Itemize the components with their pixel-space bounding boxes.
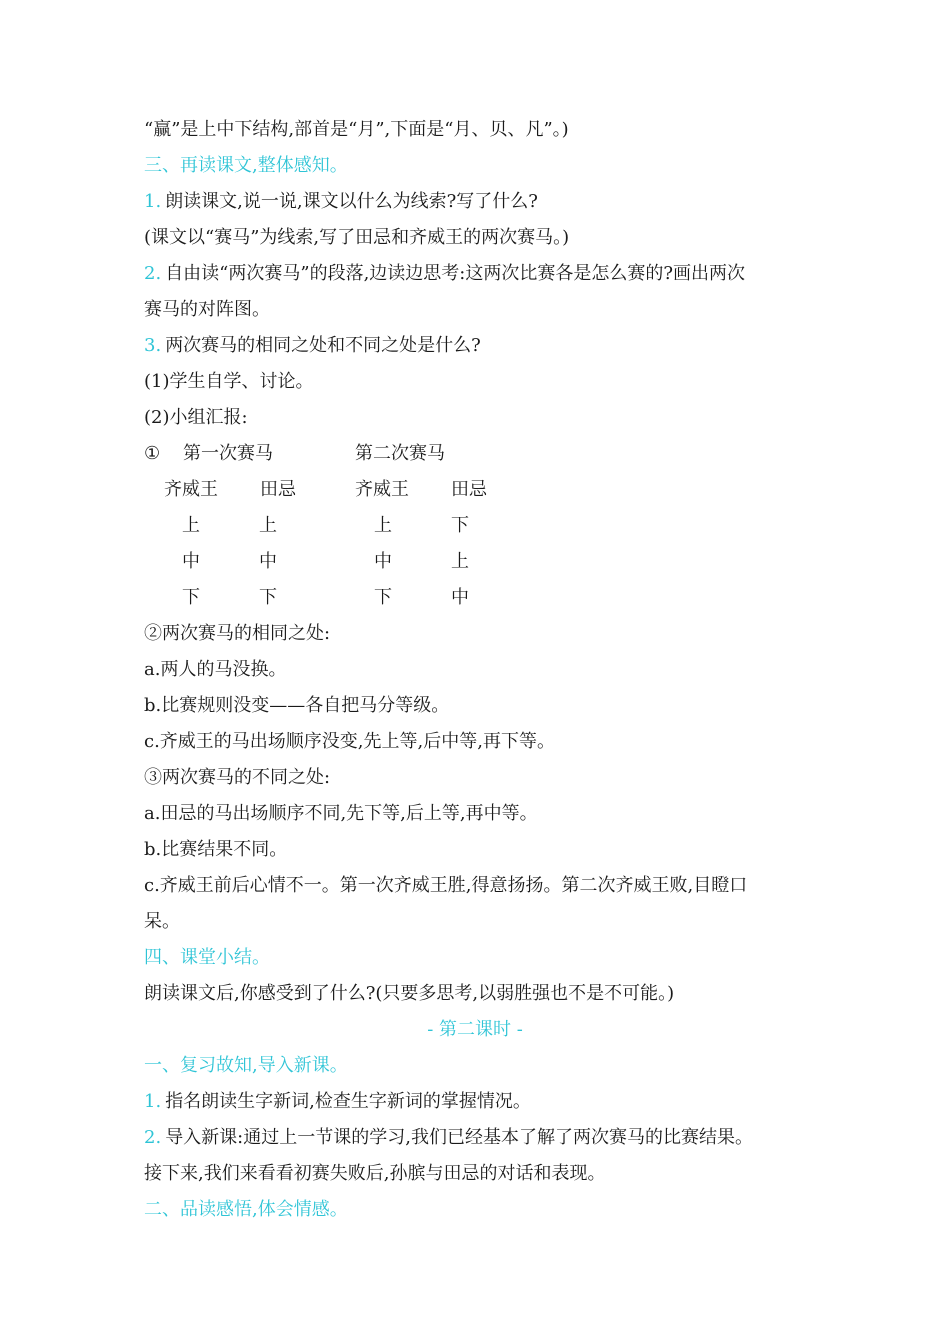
table-cell: 中 xyxy=(451,587,469,608)
section-heading-1b: 一、复习故知,导入新课。 xyxy=(144,1055,348,1076)
review-item-2-cont: 接下来,我们来看看初赛失败后,孙膑与田忌的对话和表现。 xyxy=(144,1163,606,1184)
table-cell: 下 xyxy=(259,587,277,608)
text-line: “赢”是上中下结构,部首是“月”,下面是“月、贝、凡”。) xyxy=(144,119,569,140)
section-heading-3: 三、再读课文,整体感知。 xyxy=(144,155,348,176)
table-cell: 上 xyxy=(374,515,392,536)
item-text: 指名朗读生字新词,检查生字新词的掌握情况。 xyxy=(165,1091,531,1112)
paragraph-1 xyxy=(144,190,538,214)
col-header-qi-1: 齐威王 xyxy=(164,479,218,500)
review-item-2 xyxy=(144,1126,753,1150)
table-marker: ① xyxy=(144,443,161,464)
step-2: (2)小组汇报: xyxy=(144,407,248,428)
diff-title: ③两次赛马的不同之处: xyxy=(144,767,331,788)
item-number: 1. xyxy=(144,191,162,212)
item-number: 2. xyxy=(144,1127,162,1148)
table-cell: 中 xyxy=(374,551,392,572)
col-header-qi-2: 齐威王 xyxy=(355,479,409,500)
col-header-tian-2: 田忌 xyxy=(451,479,487,500)
paragraph-1-answer: (课文以“赛马”为线索,写了田忌和齐威王的两次赛马。) xyxy=(144,227,570,248)
item-text: 两次赛马的相同之处和不同之处是什么? xyxy=(165,335,481,356)
review-item-1 xyxy=(144,1090,531,1114)
item-number: 3. xyxy=(144,335,162,356)
col-header-tian-1: 田忌 xyxy=(260,479,296,500)
item-number: 1. xyxy=(144,1091,162,1112)
diff-b: b.比赛结果不同。 xyxy=(144,839,288,860)
paragraph-3 xyxy=(144,334,481,358)
same-a: a.两人的马没换。 xyxy=(144,659,287,680)
paragraph-2 xyxy=(144,262,745,286)
round1-title: 第一次赛马 xyxy=(183,443,273,464)
diff-c: c.齐威王前后心情不一。第一次齐威王胜,得意扬扬。第二次齐威王败,目瞪口 xyxy=(144,875,748,896)
summary-text: 朗读课文后,你感受到了什么?(只要多思考,以弱胜强也不是不可能。) xyxy=(144,983,675,1004)
table-cell: 下 xyxy=(374,587,392,608)
diff-a: a.田忌的马出场顺序不同,先下等,后上等,再中等。 xyxy=(144,803,538,824)
section-heading-2b: 二、品读感悟,体会情感。 xyxy=(144,1199,348,1220)
table-cell: 下 xyxy=(451,515,469,536)
paragraph-2-cont: 赛马的对阵图。 xyxy=(144,299,270,320)
item-text: 自由读“两次赛马”的段落,边读边思考:这两次比赛各是怎么赛的?画出两次 xyxy=(165,263,746,284)
same-title: ②两次赛马的相同之处: xyxy=(144,623,331,644)
table-cell: 中 xyxy=(259,551,277,572)
table-cell: 上 xyxy=(182,515,200,536)
item-text: 朗读课文,说一说,课文以什么为线索?写了什么? xyxy=(165,191,538,212)
table-cell: 中 xyxy=(182,551,200,572)
table-cell: 上 xyxy=(259,515,277,536)
section-heading-4: 四、课堂小结。 xyxy=(144,947,270,968)
item-number: 2. xyxy=(144,263,162,284)
table-cell: 上 xyxy=(451,551,469,572)
diff-c-cont: 呆。 xyxy=(144,911,180,932)
step-1: (1)学生自学、讨论。 xyxy=(144,371,314,392)
item-text: 导入新课:通过上一节课的学习,我们已经基本了解了两次赛马的比赛结果。 xyxy=(165,1127,753,1148)
same-c: c.齐威王的马出场顺序没变,先上等,后中等,再下等。 xyxy=(144,731,555,752)
lesson-divider: - 第二课时 - xyxy=(427,1019,523,1040)
same-b: b.比赛规则没变——各自把马分等级。 xyxy=(144,695,450,716)
round2-title: 第二次赛马 xyxy=(355,443,445,464)
table-cell: 下 xyxy=(182,587,200,608)
